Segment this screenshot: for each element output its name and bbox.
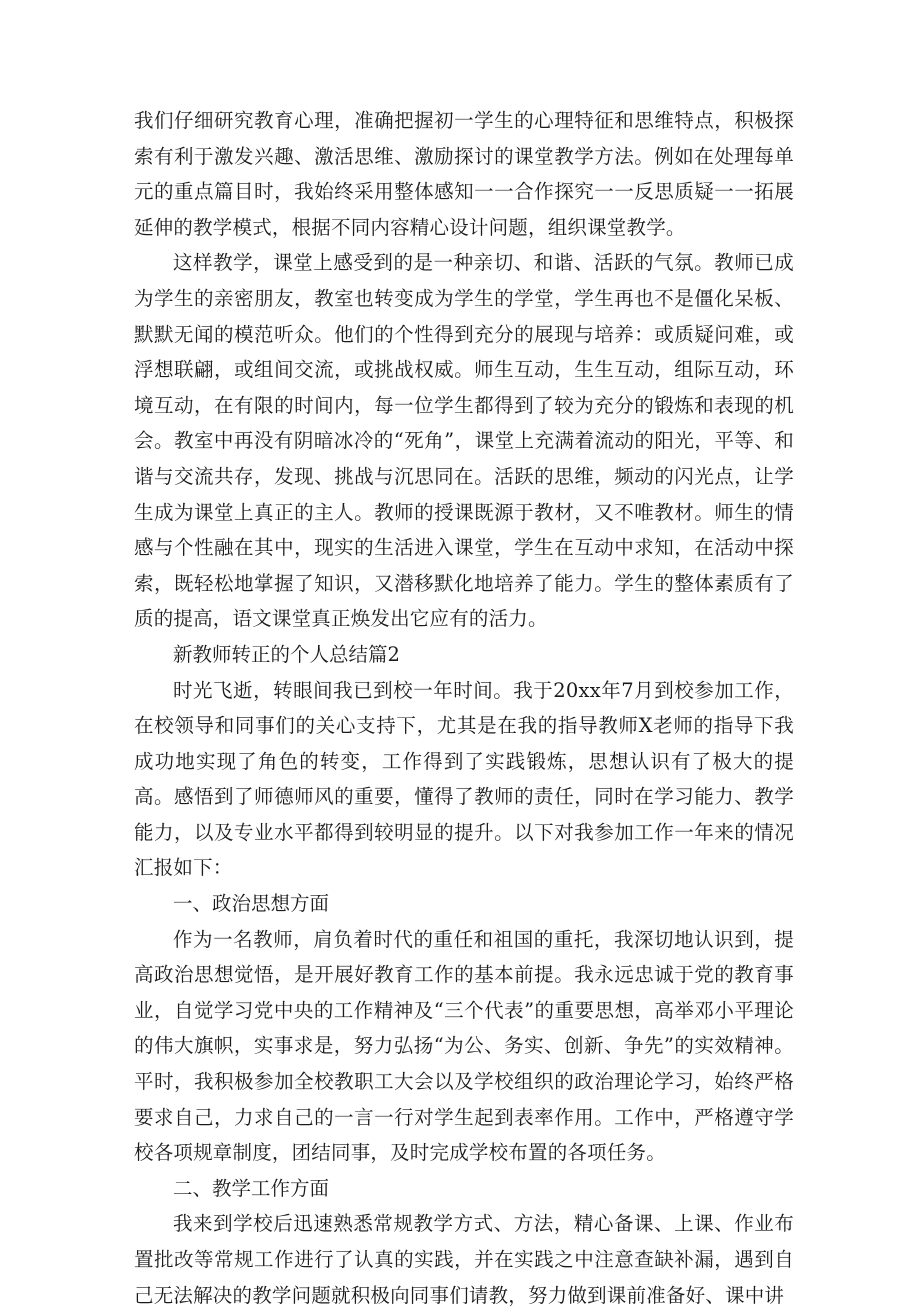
section-title-summary-2: 新教师转正的个人总结篇2	[173, 642, 400, 666]
heading-teaching-work: 二、教学工作方面	[173, 1176, 330, 1200]
paragraph-intro: 我们仔细研究教育心理，准确把握初一学生的心理特征和思维特点，积极探索有利于激发兴趣、激活思维、激励探讨的课堂教学方法。例如在处理每单元的重点篇目时，我始终采用整体感知一一合作探究一一反思质疑一一拓展延伸的教学模式，根据不同内容精心设计问题，组织课堂教学。	[134, 109, 794, 239]
heading-political-thought: 一、政治思想方面	[173, 892, 330, 916]
paragraph-classroom-atmosphere: 这样教学，课堂上感受到的是一种亲切、和谐、活跃的气氛。教师已成为学生的亲密朋友，教室也转变成为学生的学堂，学生再也不是僵化呆板、默默无闻的模范听众。他们的个性得到充分的展现与培养：或质疑问难，或浮想联翩，或组间交流，或挑战权威。师生互动，生生互动，组际互动，环境互动，在有限的时间内，每一位学生都得到了较为充分的锻炼和表现的机会。教室中再没有阴暗冰冷的“死角”，课堂上充满着流动的阳光，平等、和谐与交流共存，发现、挑战与沉思同在。活跃的思维，频动的闪光点，让学生成为课堂上真正的主人。教师的授课既源于教材，又不唯教材。师生的情感与个性融在其中，现实的生活进入课堂，学生在互动中求知，在活动中探索，既轻松地掌握了知识，又潜移默化地培养了能力。学生的整体素质有了质的提高，语文课堂真正焕发出它应有的活力。	[134, 251, 794, 631]
paragraph-one-year-review: 时光飞逝，转眼间我已到校一年时间。我于20xx年7月到校参加工作，在校领导和同事们的关心支持下，尤其是在我的指导教师X老师的指导下我成功地实现了角色的转变，工作得到了实践锻炼，思想认识有了极大的提高。感悟到了师德师风的重要，懂得了教师的责任，同时在学习能力、教学能力，以及专业水平都得到较明显的提升。以下对我参加工作一年来的情况汇报如下：	[134, 678, 794, 880]
paragraph-political-thought: 作为一名教师，肩负着时代的重任和祖国的重托，我深切地认识到，提高政治思想觉悟，是开展好教育工作的基本前提。我永远忠诚于党的教育事业，自觉学习党中央的工作精神及“三个代表”的重要思想，高举邓小平理论的伟大旗帜，实事求是，努力弘扬“为公、务实、创新、争先”的实效精神。平时，我积极参加全校教职工大会以及学校组织的政治理论学习，始终严格要求自己，力求自己的一言一行对学生起到表率作用。工作中，严格遵守学校各项规章制度，团结同事，及时完成学校布置的各项任务。	[134, 927, 794, 1165]
paragraph-teaching-work: 我来到学校后迅速熟悉常规教学方式、方法，精心备课、上课、作业布置批改等常规工作进行了认真的实践，并在实践之中注意查缺补漏，遇到自己无法解决的教学问题就积极向同事们请教，努力做到课前准备好、课中讲	[134, 1212, 794, 1307]
document-body	[134, 103, 794, 1313]
